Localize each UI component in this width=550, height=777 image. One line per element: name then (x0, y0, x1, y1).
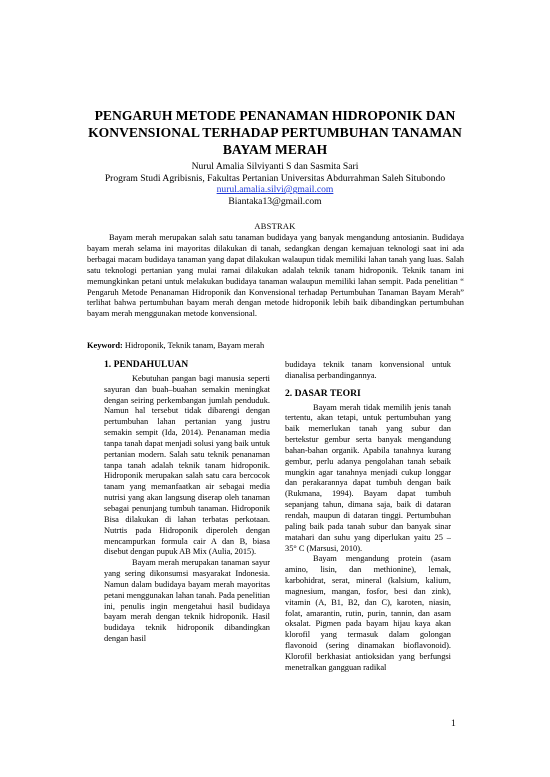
section-heading-theory: 2. DASAR TEORI (285, 387, 361, 399)
theory-paragraph-1: Bayam merah tidak memilih jenis tanah tertentu, akan tetapi, untuk pertumbuhan yang baik memerlukan tanah yang subur dan bertekstur gembur serta banyak mengandung bahan-bahan organik. Apabila tanahnya kurang gembur, perlu adanya pengolahan tanah sebaik mungkin agar tanahnya menjadi cukup longgar dan perakarannya dapat tumbuh dengan baik (Rukmana, 1994). Bayam dapat tumbuh sepanjang tahun, dimana saja, baik di dataran rendah, maupun di dataran tinggi. Pertumbuhan paling baik pada tanah subur dan banyak sinar matahari dan suhu yang diperlukan yaitu 25 – 35° C (Marsusi, 2010). (285, 402, 451, 553)
author-block (40, 161, 510, 207)
abstract-heading: ABSTRAK (254, 222, 296, 231)
intro-paragraph-2-continued: budidaya teknik tanam konvensional untuk dianalisa perbandingannya. (285, 360, 451, 380)
paper-title: PENGARUH METODE PENANAMAN HIDROPONIK DAN KONVENSIONAL TERHADAP PERTUMBUHAN TANAMAN BAYAM MERAH (88, 108, 462, 157)
author-names: Nurul Amalia Silviyanti S dan Sasmita Sari (191, 161, 359, 172)
intro-paragraph-2: Bayam merah merupakan tanaman sayur yang sering dikonsumsi masyarakat Indonesia. Namun dalam budidaya bayam merah mayoritas petani menggunakan lahan tanah. Pada penelitian ini, penulis ingin mengetahui hasil budidaya bayam merah dengan teknik hidroponik. Hasil budidaya teknik hidroponik dibandingkan dengan hasil (104, 558, 270, 644)
section-heading-intro: 1. PENDAHULUAN (104, 359, 189, 370)
page-number: 1 (451, 718, 456, 729)
author-affiliation: Program Studi Agribisnis, Fakultas Pertanian Universitas Abdurrahman Saleh Situbondo (104, 172, 446, 184)
email-secondary: Biantaka13@gmail.com (228, 195, 322, 207)
keyword-text: Hidroponik, Teknik tanam, Bayam merah (124, 341, 265, 350)
left-column (104, 360, 270, 645)
intro-paragraph-1: Kebutuhan pangan bagi manusia seperti sayuran dan buah–buahan semakin meningkat dengan seiring perkembangan jumlah penduduk. Namun hal tersebut tidak dibarengi dengan pertumbuhan lahan pertanian yang justru semakin sempit (Ida, 2014). Penanaman media tanpa tanah dapat menjadi solusi yang baik untuk pertanian modern. Salah satu teknik penanaman tanpa tanah adalah teknik tanam hidroponik. Hidroponik merupakan salah satu cara bercocok tanam yang memanfaatkan air sebagai media nutrisi yang akan langsung diserap oleh tanaman sebagai penunjang tumbuh tanaman. Hidroponik Bisa dilakukan di lahan terbatas perkotaan. Nutrtis pada Hidroponik diperoleh dengan mencampurkan formula cair A dan B, biasa disebut dengan pupuk AB Mix (Aulia, 2015). (104, 373, 270, 557)
theory-paragraph-2: Bayam mengandung protein (asam amino, lisin, dan methionine), lemak, karbohidrat, serat, mineral (kalsium, kalium, magnesium, mangan, fosfor, besi dan zink), vitamin (A, B1, B2, dan C), karoten, niasin, folat, amarantin, rutin, purin, tannin, dan asam oksalat. Pigmen pada bayam hijau kaya akan klorofil yang termasuk dalam golongan flavonoid (sering dinamakan bioflavonoid). Klorofil berkhasiat antioksidan yang berfungsi menetralkan gangguan radikal (285, 554, 451, 672)
email-link[interactable]: nurul.amalia.silvi@gmail.com (216, 184, 334, 196)
right-column (285, 360, 451, 674)
keyword-label: Keyword: (87, 341, 123, 350)
keyword-line (87, 341, 264, 350)
abstract-text: Bayam merah merupakan salah satu tanaman budidaya yang banyak mengandung antosianin. Budidaya bayam merah selama ini mayoritas dilakukan di tanah, sedangkan dengan kemajuan teknologi saat ini ada berbagai macam budidaya tanaman yang dapat dilakukan walaupun tidak memiliki lahan tanah yang luas. Salah satu teknologi pertanian yang mulai ramai dilakukan adalah teknik tanam hidroponik. Teknik tanam ini memungkinkan petani untuk melakukan budidaya tanaman walaupun memiliki lahan sempit. Pada penelitian “ Pengaruh Metode Penanaman Hidroponik dan Konvensional terhadap Pertumbuhan Tanaman Bayam Merah” terlihat bahwa pertumbuhan bayam merah dengan metode hidroponik lebih baik dibandingkan pertumbuhan bayam merah menggunakan metode konvensional. (87, 233, 464, 319)
